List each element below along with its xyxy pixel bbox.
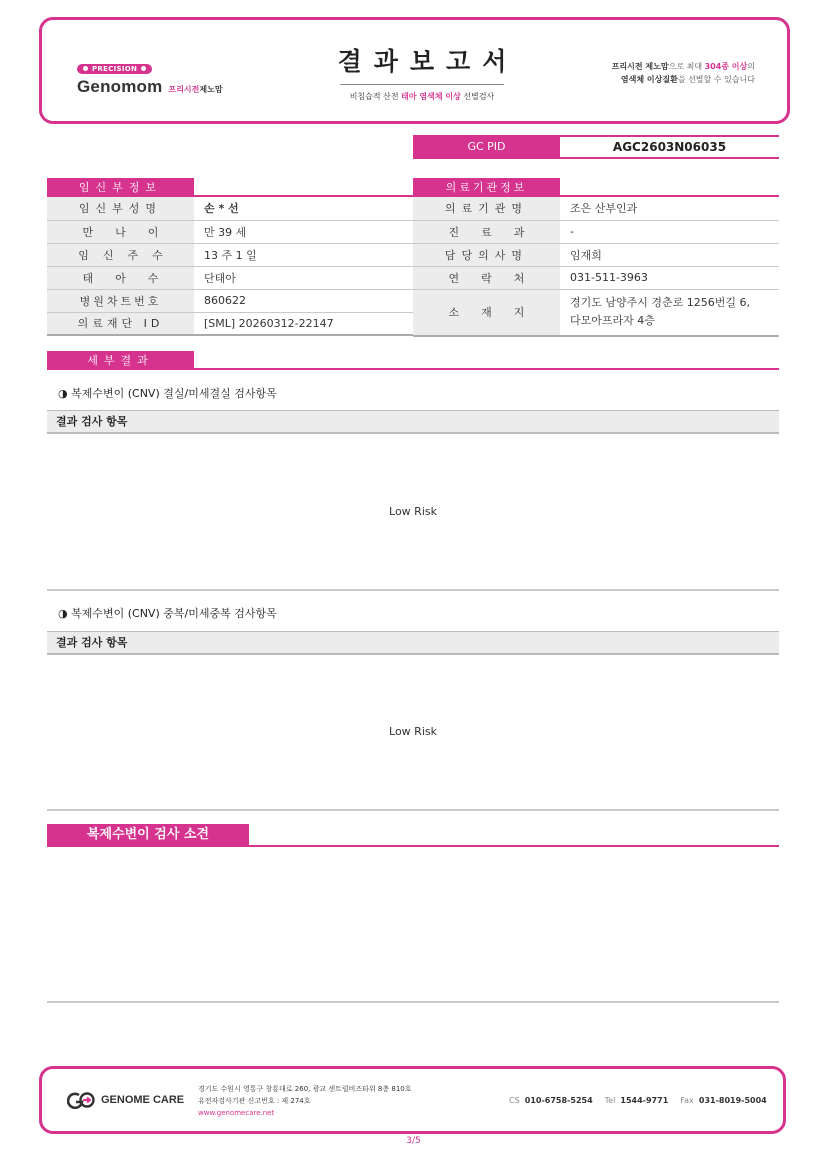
tel-number: 1544-9771 bbox=[620, 1096, 669, 1105]
doctor-value: 임재희 bbox=[560, 243, 779, 266]
opinion-bottom-rule bbox=[47, 1001, 779, 1003]
department-label: 진료과 bbox=[413, 220, 560, 243]
chart-number-label: 병원차트번호 bbox=[47, 289, 194, 312]
deletion-bottom-rule bbox=[47, 589, 779, 591]
duplication-result: Low Risk bbox=[389, 725, 437, 738]
report-header bbox=[39, 17, 790, 124]
title-divider bbox=[340, 84, 504, 85]
age-value: 만 39 세 bbox=[194, 220, 413, 243]
patient-section-header bbox=[47, 176, 413, 197]
address-label: 소재지 bbox=[413, 289, 560, 336]
table-row bbox=[47, 312, 413, 335]
page-subtitle: 비침습적 산전 태아 염색체 이상 선별검사 bbox=[349, 92, 495, 101]
gcpid-label: GC PID bbox=[413, 135, 560, 159]
department-value: - bbox=[560, 220, 779, 243]
fetus-count-value: 단태아 bbox=[194, 266, 413, 289]
institution-info-table bbox=[413, 197, 779, 337]
genomom-logo bbox=[77, 56, 223, 97]
pill-dot-icon bbox=[83, 66, 88, 71]
table-row bbox=[47, 220, 413, 243]
address-line-1: 경기도 남양주시 경춘로 1256번길 6, bbox=[570, 296, 750, 310]
table-row bbox=[413, 289, 779, 336]
title-block bbox=[322, 42, 522, 102]
patient-info-table bbox=[47, 197, 413, 336]
brand-name: Genomom bbox=[77, 77, 163, 96]
footer-address-block bbox=[198, 1083, 412, 1119]
chart-number-value: 860622 bbox=[194, 289, 413, 312]
table-row bbox=[413, 197, 779, 220]
table-row bbox=[47, 243, 413, 266]
gestational-age-label: 임신주수 bbox=[47, 243, 194, 266]
gcpid-value: AGC2603N06035 bbox=[560, 135, 779, 159]
precision-label: PRECISION bbox=[92, 64, 138, 73]
fax-number: 031-8019-5004 bbox=[698, 1096, 767, 1105]
foundation-id-label: 의료재단 ID bbox=[47, 312, 194, 335]
table-row bbox=[47, 266, 413, 289]
institution-name-label: 의료기관명 bbox=[413, 197, 560, 220]
contact-value: 031-511-3963 bbox=[560, 266, 779, 289]
address-value bbox=[560, 289, 779, 336]
table-row bbox=[47, 197, 413, 220]
table-row bbox=[413, 220, 779, 243]
institution-section-header bbox=[413, 176, 779, 197]
genome-care-logo bbox=[67, 1091, 184, 1109]
pill-dot-icon bbox=[141, 66, 146, 71]
footer-license: 유전자검사기관 신고번호 : 제 274호 bbox=[198, 1097, 311, 1105]
gestational-age-value: 13 주 1 일 bbox=[194, 243, 413, 266]
cs-number: 010-6758-5254 bbox=[524, 1096, 593, 1105]
detail-section-title: 세부결과 bbox=[47, 351, 194, 370]
detail-section-header bbox=[47, 349, 779, 370]
page-number: 3/5 bbox=[406, 1136, 421, 1146]
footer-url[interactable]: www.genomecare.net bbox=[198, 1109, 275, 1117]
address-line-2: 다모아프라자 4층 bbox=[570, 314, 655, 328]
table-row bbox=[47, 289, 413, 312]
institution-section-title: 의료기관정보 bbox=[413, 178, 560, 197]
patient-name-label: 임신부성명 bbox=[47, 197, 194, 220]
duplication-section-title: ◑ 복제수변이 (CNV) 중복/미세중복 검사항목 bbox=[58, 607, 277, 620]
deletion-column-header: 결과 검사 항목 bbox=[47, 410, 779, 434]
opinion-section-title: 복제수변이 검사 소견 bbox=[47, 824, 249, 846]
foundation-id-value: [SML] 20260312-22147 bbox=[194, 312, 413, 335]
deletion-section-title: ◑ 복제수변이 (CNV) 결실/미세결실 검사항목 bbox=[58, 387, 277, 400]
footer-contacts: CS 010-6758-5254 Tel 1544-9771 Fax 031-8019-5004 bbox=[509, 1096, 767, 1105]
brand-subname: 프리시전제노맘 bbox=[168, 85, 223, 94]
duplication-column-header: 결과 검사 항목 bbox=[47, 631, 779, 655]
contact-label: 연락처 bbox=[413, 266, 560, 289]
genome-care-name: GENOME CARE bbox=[101, 1094, 185, 1106]
opinion-section-header bbox=[47, 823, 779, 847]
patient-name-value: 손 * 선 bbox=[194, 197, 413, 220]
genome-care-icon bbox=[67, 1091, 97, 1109]
page-title: 결과보고서 bbox=[337, 47, 519, 76]
precision-badge bbox=[77, 64, 152, 74]
institution-name-value: 조은 산부인과 bbox=[560, 197, 779, 220]
duplication-bottom-rule bbox=[47, 809, 779, 811]
tagline: 프리시전 제노맘으로 최대 304종 이상의 염색체 이상질환을 선별할 수 있습니다 bbox=[611, 62, 755, 84]
age-label: 만나이 bbox=[47, 220, 194, 243]
deletion-result: Low Risk bbox=[389, 505, 437, 518]
doctor-label: 담당의사명 bbox=[413, 243, 560, 266]
table-row bbox=[413, 266, 779, 289]
table-row bbox=[413, 243, 779, 266]
patient-section-title: 임신부정보 bbox=[47, 178, 194, 197]
footer-address: 경기도 수원시 영통구 창룡대로 260, 광교 센트럴비즈타워 8층 810호 bbox=[198, 1085, 412, 1093]
footer bbox=[39, 1066, 786, 1134]
fetus-count-label: 태아수 bbox=[47, 266, 194, 289]
